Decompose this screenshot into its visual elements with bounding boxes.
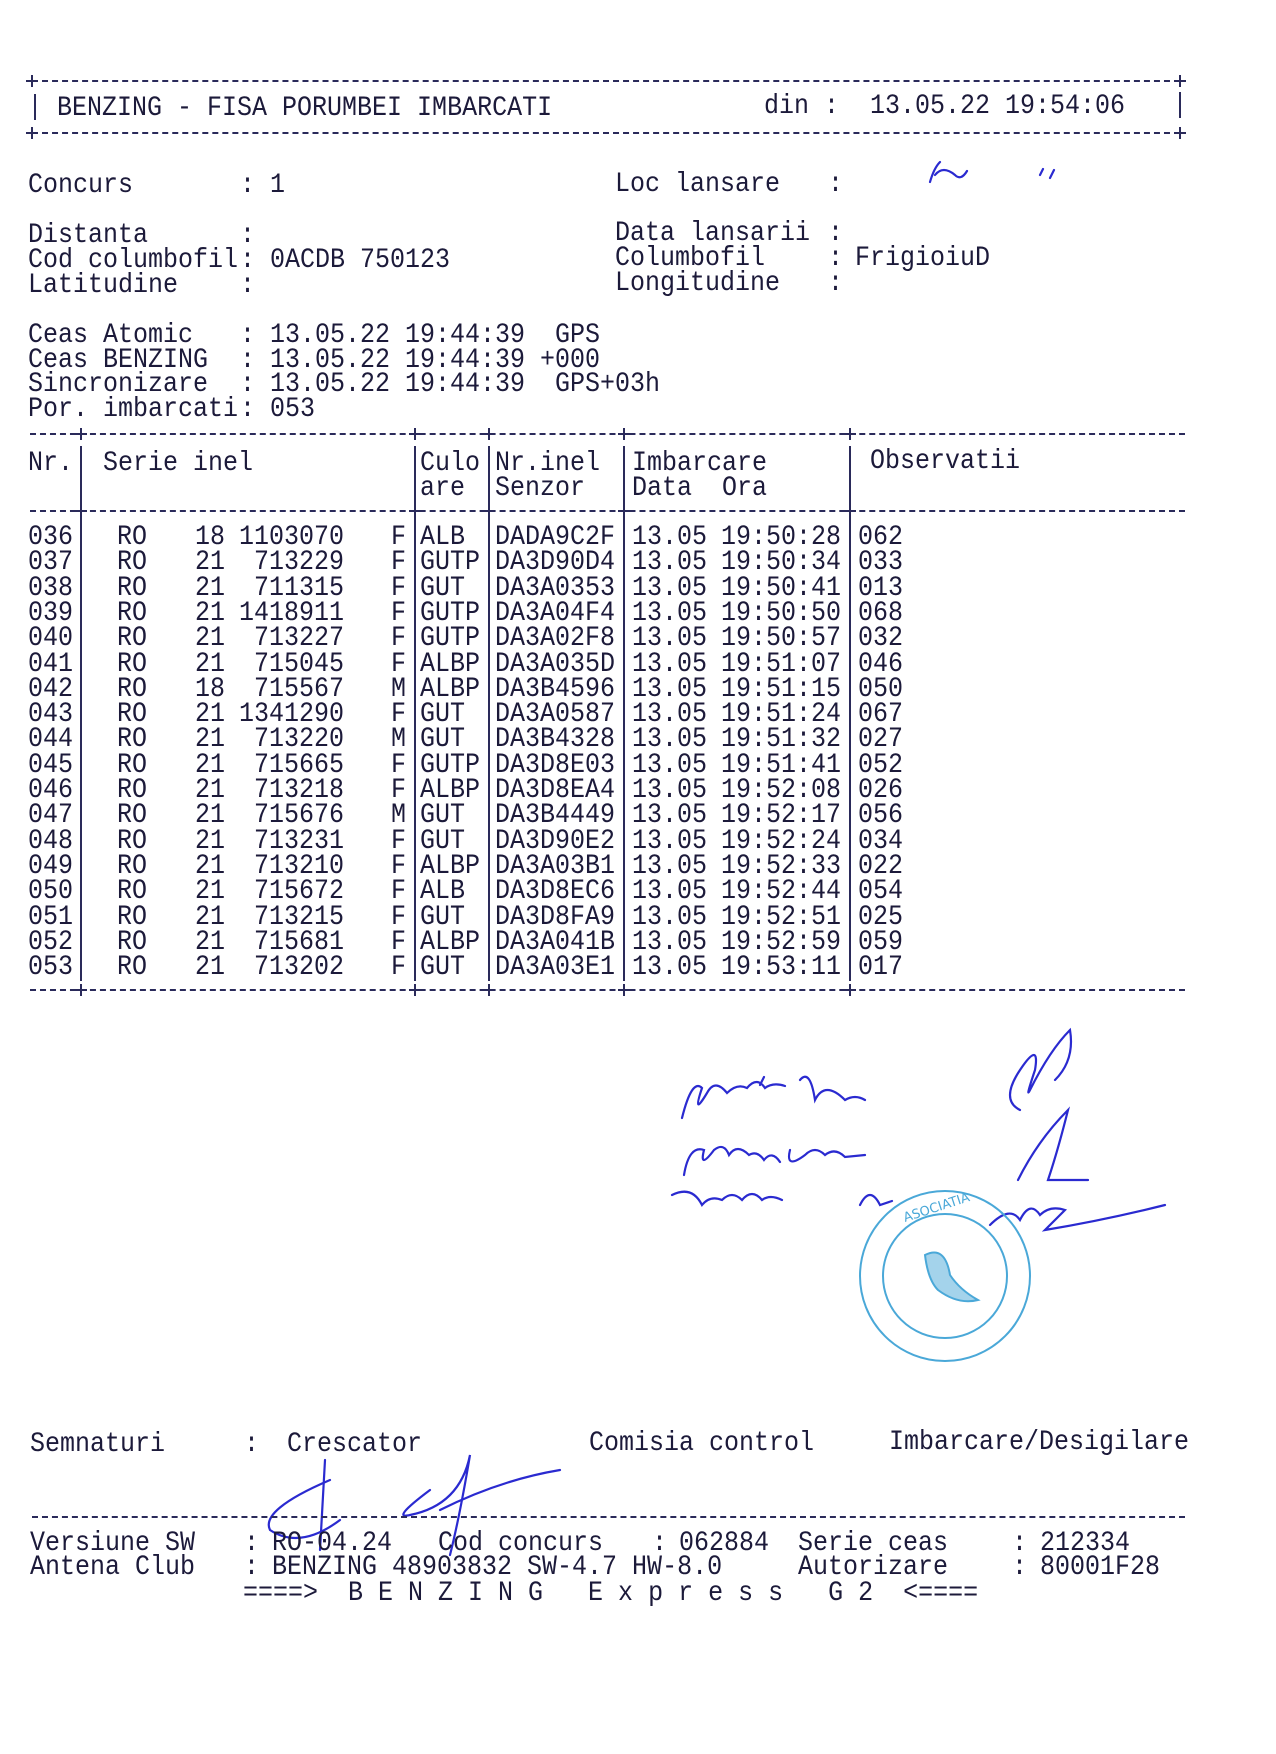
cell-nr: 039 [28,596,74,629]
cell-sex: F [391,823,407,857]
cell-sex: F [391,849,407,882]
cell-sensor: DA3B4596 [495,672,616,705]
concurs-value: 1 [270,168,286,201]
cell-color: GUTP [420,621,481,654]
cell-sex: F [391,520,407,553]
cell-sensor: DA3A04F4 [495,596,616,629]
cell-year: 21 [195,925,226,958]
cell-country: RO [117,545,148,579]
cell-nr: 042 [28,672,74,705]
distanta-label: Distanta [28,218,149,251]
colon: : [1012,1550,1028,1583]
cell-country: RO [117,899,148,933]
colon: : [240,243,256,276]
latitudine-label: Latitudine [28,268,179,301]
col-header-serie: Serie inel [103,446,254,479]
cell-ring: 1103070 [239,520,345,553]
cell-time: 19:52:59 [721,925,842,958]
cell-year: 21 [195,798,226,832]
cell-color: GUTP [420,545,481,579]
cell-time: 19:53:11 [721,950,842,983]
col-header-observatii: Observatii [870,444,1021,477]
cell-date: 13.05 [632,545,708,579]
autorizare-label: Autorizare [798,1550,949,1583]
cell-nr: 050 [28,874,74,907]
colon: : [244,1526,260,1559]
cell-observatii: 034 [858,823,904,857]
cell-color: ALB [420,520,466,553]
cell-date: 13.05 [632,823,708,857]
versiune-value: RO-04.24 [272,1526,393,1559]
loc-lansare-label: Loc lansare [615,167,781,200]
col-header-nr-inel: Nr.inel [495,446,601,479]
cell-color: GUT [420,570,466,604]
cell-country: RO [117,874,148,907]
cell-year: 21 [195,899,226,933]
cell-sex: F [391,646,407,680]
cell-country: RO [117,950,148,983]
concurs-label: Concurs [28,168,134,201]
ceas-benzing-label: Ceas BENZING [28,343,209,376]
cell-sensor: DADA9C2F [495,520,616,553]
cell-date: 13.05 [632,621,708,654]
cell-time: 19:50:50 [721,596,842,629]
serie-ceas-value: 212334 [1040,1526,1131,1559]
ceas-benzing-value: 13.05.22 19:44:39 +000 [270,343,601,376]
cell-color: ALBP [420,672,481,705]
cell-year: 21 [195,545,226,579]
cell-nr: 037 [28,545,74,579]
handwritten-note [930,162,1054,182]
cell-ring: 715676 [253,798,344,832]
cell-year: 21 [195,950,226,983]
cell-ring: 713227 [253,621,344,654]
cell-country: RO [117,697,148,730]
cell-sensor: DA3D8EA4 [495,773,616,806]
cell-country: RO [117,621,148,654]
cell-observatii: 046 [858,646,904,680]
cell-sex: F [391,747,407,781]
col-header-culoare: Culo [420,446,481,479]
cell-date: 13.05 [632,899,708,933]
handwritten-signature [672,1192,892,1205]
cell-date: 13.05 [632,849,708,882]
cell-time: 19:51:32 [721,722,842,756]
cell-year: 21 [195,621,226,654]
cell-date: 13.05 [632,722,708,756]
ceas-atomic-label: Ceas Atomic [28,318,194,351]
columbofil-value: FrigioiuD [855,241,991,274]
cell-time: 19:51:15 [721,672,842,705]
cell-year: 21 [195,747,226,781]
col-header-senzor: Senzor [495,471,586,504]
colon: : [244,1427,260,1460]
col-header-imbarcare: Imbarcare [632,446,768,479]
cell-year: 21 [195,849,226,882]
stamp-icon [860,1190,1030,1361]
cell-sensor: DA3A0587 [495,697,616,730]
cell-time: 19:50:57 [721,621,842,654]
cell-year: 18 [195,520,226,553]
cell-sex: M [391,722,407,756]
cell-sex: F [391,570,407,604]
cell-ring: 713220 [253,722,344,756]
cell-date: 13.05 [632,950,708,983]
cell-ring: 711315 [253,570,344,604]
cell-nr: 053 [28,950,74,983]
cell-date: 13.05 [632,798,708,832]
cell-date: 13.05 [632,773,708,806]
cell-observatii: 022 [858,849,904,882]
cell-date: 13.05 [632,596,708,629]
cell-sex: F [391,545,407,579]
cell-time: 19:52:24 [721,823,842,857]
cell-sensor: DA3B4449 [495,798,616,832]
cell-country: RO [117,747,148,781]
cell-sex: F [391,874,407,907]
handwritten-signature [684,1147,865,1175]
colon: : [652,1526,668,1559]
col-header-data-ora: Data Ora [632,471,768,504]
serie-ceas-label: Serie ceas [798,1526,949,1559]
cell-observatii: 017 [858,950,904,983]
cell-observatii: 050 [858,672,904,705]
ceas-atomic-value: 13.05.22 19:44:39 GPS [270,318,601,351]
cell-sex: F [391,899,407,933]
cell-year: 21 [195,722,226,756]
cell-time: 19:52:51 [721,899,842,933]
cell-year: 21 [195,697,226,730]
cell-nr: 038 [28,570,74,604]
cell-country: RO [117,570,148,604]
cell-sex: F [391,773,407,806]
cell-sensor: DA3D90D4 [495,545,616,579]
cell-date: 13.05 [632,646,708,680]
data-lansarii-label: Data lansarii [615,216,811,249]
cell-ring: 713202 [253,950,344,983]
cell-observatii: 054 [858,874,904,907]
colon: : [828,241,844,274]
handwritten-signature [1010,1030,1071,1110]
colon: : [240,268,256,301]
cell-observatii: 056 [858,798,904,832]
cell-color: GUT [420,697,466,730]
footer-rule [32,1516,1185,1518]
din-value: 13.05.22 19:54:06 [870,89,1126,122]
col-header-culoare-2: are [420,471,466,504]
cell-ring: 713229 [253,545,344,579]
sincronizare-label: Sincronizare [28,367,209,400]
cell-color: GUT [420,899,466,933]
din-label: din : [764,89,840,122]
cell-country: RO [117,823,148,857]
cell-color: GUT [420,722,466,756]
cell-year: 21 [195,874,226,907]
cell-nr: 036 [28,520,74,553]
cell-date: 13.05 [632,520,708,553]
cell-time: 19:50:28 [721,520,842,553]
cell-observatii: 033 [858,545,904,579]
cell-nr: 047 [28,798,74,832]
cell-year: 21 [195,773,226,806]
cell-time: 19:52:08 [721,773,842,806]
cell-sensor: DA3A041B [495,925,616,958]
cell-sensor: DA3A035D [495,646,616,680]
cell-sex: F [391,950,407,983]
cell-ring: 1341290 [239,697,345,730]
document-title: BENZING - FISA PORUMBEI IMBARCATI [57,91,553,124]
cell-color: ALBP [420,925,481,958]
cod-columbofil-value: 0ACDB 750123 [270,243,451,276]
handwritten-signature [682,1077,865,1118]
cell-year: 21 [195,823,226,857]
columbofil-label: Columbofil [615,241,766,274]
cell-year: 21 [195,570,226,604]
cell-nr: 049 [28,849,74,882]
cell-time: 19:52:17 [721,798,842,832]
cell-year: 18 [195,672,226,705]
colon: : [244,1550,260,1583]
cell-country: RO [117,925,148,958]
cell-color: GUTP [420,596,481,629]
cell-date: 13.05 [632,925,708,958]
cell-sex: F [391,621,407,654]
cell-time: 19:52:44 [721,874,842,907]
crescator-label: Crescator [287,1427,423,1460]
cell-time: 19:51:07 [721,646,842,680]
cell-color: ALBP [420,849,481,882]
cell-date: 13.05 [632,874,708,907]
cell-color: ALBP [420,773,481,806]
cod-concurs-label: Cod concurs [438,1526,604,1559]
cell-year: 21 [195,596,226,629]
cell-country: RO [117,849,148,882]
colon: : [828,216,844,249]
cell-observatii: 025 [858,899,904,933]
colon: : [240,168,256,201]
cell-observatii: 068 [858,596,904,629]
cell-ring: 713215 [253,899,344,933]
benzing-express-banner: ====> B E N Z I N G E x p r e s s G 2 <==== [243,1576,979,1609]
antena-label: Antena Club [30,1550,196,1583]
cell-time: 19:51:41 [721,747,842,781]
cell-sensor: DA3A0353 [495,570,616,604]
cell-observatii: 032 [858,621,904,654]
handwritten-signature [1018,1110,1088,1180]
colon: : [828,167,844,200]
cell-sex: F [391,925,407,958]
cell-color: ALBP [420,646,481,680]
cell-ring: 715567 [253,672,344,705]
cell-sex: F [391,596,407,629]
cell-observatii: 067 [858,697,904,730]
cell-observatii: 026 [858,773,904,806]
cell-nr: 040 [28,621,74,654]
cell-date: 13.05 [632,672,708,705]
cell-nr: 051 [28,899,74,933]
cell-color: GUTP [420,747,481,781]
semnaturi-label: Semnaturi [30,1427,166,1460]
cell-ring: 1418911 [239,596,345,629]
cell-sensor: DA3D8EC6 [495,874,616,907]
colon: : [240,218,256,251]
imbarcare-desigilare-label: Imbarcare/Desigilare [889,1425,1190,1458]
cell-nr: 043 [28,697,74,730]
cell-date: 13.05 [632,747,708,781]
cell-ring: 713218 [253,773,344,806]
cell-color: GUT [420,823,466,857]
cell-time: 19:50:41 [721,570,842,604]
cell-time: 19:50:34 [721,545,842,579]
por-imbarcati-label: Por. imbarcati [28,392,239,425]
colon: : [828,266,844,299]
cell-time: 19:51:24 [721,697,842,730]
colon: : [240,392,256,425]
autorizare-value: 80001F28 [1040,1550,1161,1583]
sincronizare-value: 13.05.22 19:44:39 GPS+03h [270,367,661,400]
svg-text:ASOCIATIA: ASOCIATIA [901,1190,972,1226]
versiune-label: Versiune SW [30,1526,196,1559]
antena-value: BENZING 48903832 SW-4.7 HW-8.0 [272,1550,723,1583]
cell-ring: 715665 [253,747,344,781]
cod-concurs-value: 062884 [679,1526,770,1559]
cell-ring: 713210 [253,849,344,882]
cell-observatii: 013 [858,570,904,604]
cell-country: RO [117,672,148,705]
cell-observatii: 027 [858,722,904,756]
cell-ring: 713231 [253,823,344,857]
comisia-control-label: Comisia control [589,1426,815,1459]
cell-observatii: 062 [858,520,904,553]
colon: : [240,367,256,400]
cell-sex: M [391,672,407,705]
cell-year: 21 [195,646,226,680]
cell-sensor: DA3D8FA9 [495,899,616,933]
cell-date: 13.05 [632,697,708,730]
col-header-nr: Nr. [28,446,74,479]
cell-sex: M [391,798,407,832]
cell-country: RO [117,798,148,832]
cell-color: ALB [420,874,466,907]
cod-columbofil-label: Cod columbofil [28,243,239,276]
cell-country: RO [117,722,148,756]
cell-color: GUT [420,798,466,832]
cell-ring: 715045 [253,646,344,680]
cell-country: RO [117,773,148,806]
cell-color: GUT [420,950,466,983]
cell-country: RO [117,520,148,553]
cell-nr: 046 [28,773,74,806]
cell-nr: 044 [28,722,74,756]
cell-country: RO [117,596,148,629]
cell-nr: 048 [28,823,74,857]
cell-country: RO [117,646,148,680]
colon: : [240,318,256,351]
cell-ring: 715681 [253,925,344,958]
colon: : [240,343,256,376]
cell-sensor: DA3A03B1 [495,849,616,882]
handwritten-signature [990,1205,1165,1230]
cell-sensor: DA3A03E1 [495,950,616,983]
cell-nr: 045 [28,747,74,781]
cell-ring: 715672 [253,874,344,907]
cell-date: 13.05 [632,570,708,604]
cell-nr: 052 [28,925,74,958]
cell-sensor: DA3A02F8 [495,621,616,654]
por-imbarcati-value: 053 [270,392,316,425]
cell-nr: 041 [28,646,74,680]
cell-time: 19:52:33 [721,849,842,882]
cell-sensor: DA3B4328 [495,722,616,756]
cell-observatii: 052 [858,747,904,781]
colon: : [1012,1526,1028,1559]
cell-sex: F [391,697,407,730]
cell-sensor: DA3D8E03 [495,747,616,781]
cell-observatii: 059 [858,925,904,958]
longitudine-label: Longitudine [615,266,781,299]
cell-sensor: DA3D90E2 [495,823,616,857]
